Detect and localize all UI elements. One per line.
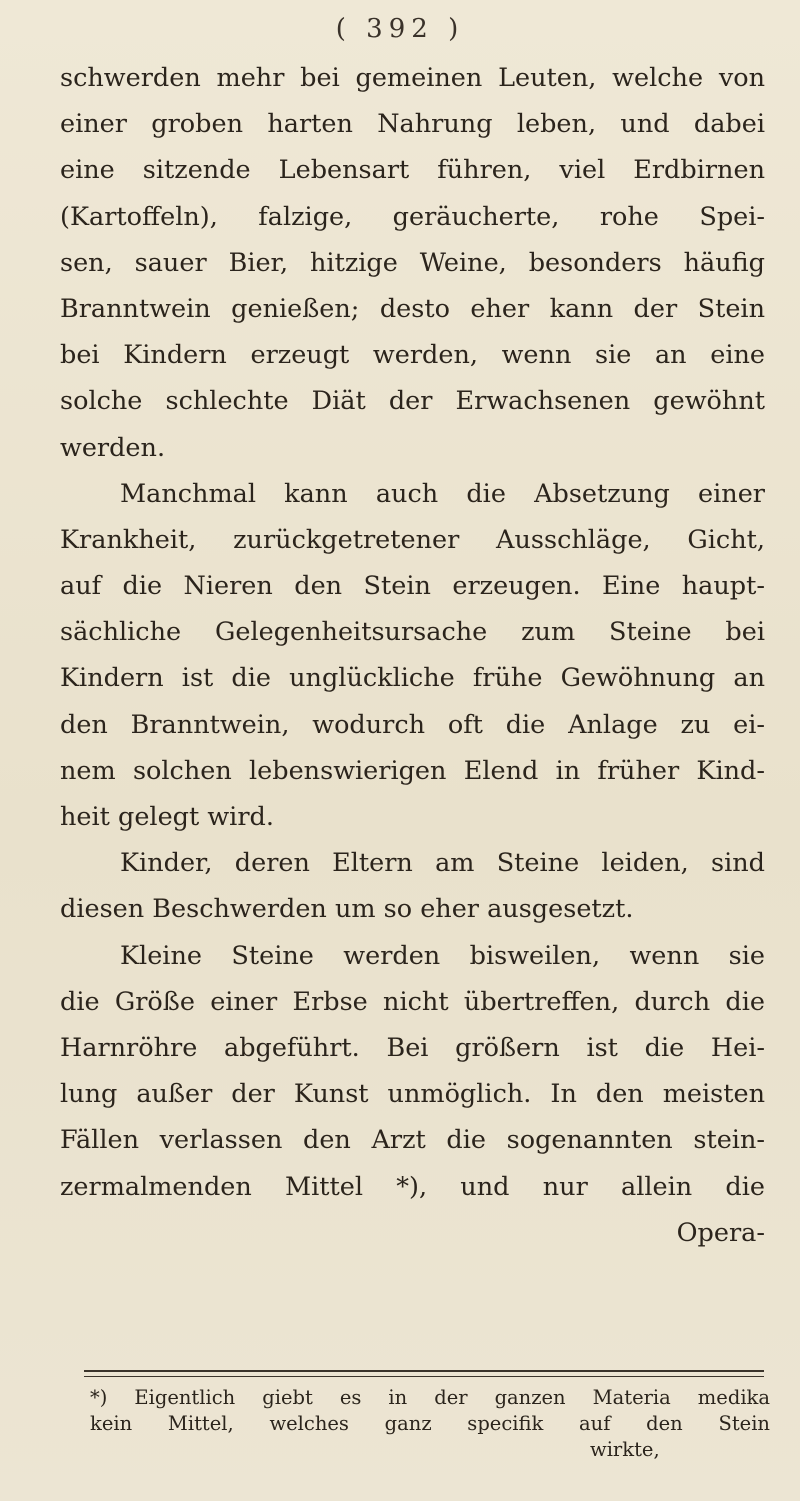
text-line: Kinder, deren Eltern am Steine leiden, sind — [120, 848, 765, 879]
body-text — [60, 55, 765, 1256]
text-line: den Branntwein, wodurch oft die Anlage zu ei- — [60, 709, 765, 740]
footnote-line: wirkte, — [590, 1438, 660, 1461]
text-line: Harnröhre abgeführt. Bei größern ist die Hei- — [60, 1032, 765, 1063]
text-line: nem solchen lebenswierigen Elend in früher Kind- — [60, 755, 765, 786]
text-line: auf die Nieren den Stein erzeugen. Eine haupt- — [60, 571, 765, 602]
footnote-rule — [84, 1370, 764, 1377]
text-line: die Größe einer Erbse nicht übertreffen, durch die — [60, 986, 765, 1017]
footnote-line: kein Mittel, welches ganz specifik auf den Stein — [90, 1412, 770, 1435]
text-line: einer groben harten Nahrung leben, und dabei — [60, 109, 765, 140]
catchword: Opera- — [676, 1217, 765, 1248]
footnote-line: *) Eigentlich giebt es in der ganzen Materia medika — [90, 1386, 770, 1409]
text-line: diesen Beschwerden um so eher ausgesetzt. — [60, 894, 634, 925]
text-line: bei Kindern erzeugt werden, wenn sie an eine — [60, 340, 765, 371]
text-line: eine sitzende Lebensart führen, viel Erdbirnen — [60, 155, 765, 186]
footnote — [90, 1385, 770, 1463]
text-line: Kindern ist die unglückliche frühe Gewöhnung an — [60, 663, 765, 694]
text-line: Branntwein genießen; desto eher kann der Stein — [60, 293, 765, 324]
text-line: sen, sauer Bier, hitzige Weine, besonders häufig — [60, 247, 765, 278]
text-line: (Kartoffeln), falzige, geräucherte, rohe Spei- — [60, 201, 765, 232]
text-line: zermalmenden Mittel *), und nur allein die — [60, 1171, 765, 1202]
text-line: heit gelegt wird. — [60, 802, 274, 832]
text-line: solche schlechte Diät der Erwachsenen gewöhnt — [60, 386, 765, 417]
text-line: werden. — [60, 432, 166, 463]
text-line: Manchmal kann auch die Absetzung einer — [120, 478, 765, 509]
text-line: Krankheit, zurückgetretener Ausschläge, Gicht, — [60, 524, 765, 555]
text-line: lung außer der Kunst unmöglich. In den meisten — [60, 1079, 765, 1110]
text-line: sächliche Gelegenheitsursache zum Steine bei — [60, 617, 765, 648]
text-line: schwerden mehr bei gemeinen Leuten, welche von — [60, 63, 765, 93]
page-number: ( 392 ) — [335, 14, 465, 44]
text-line: Kleine Steine werden bisweilen, wenn sie — [120, 940, 765, 971]
text-line: Fällen verlassen den Arzt die sogenannten stein- — [60, 1125, 765, 1156]
